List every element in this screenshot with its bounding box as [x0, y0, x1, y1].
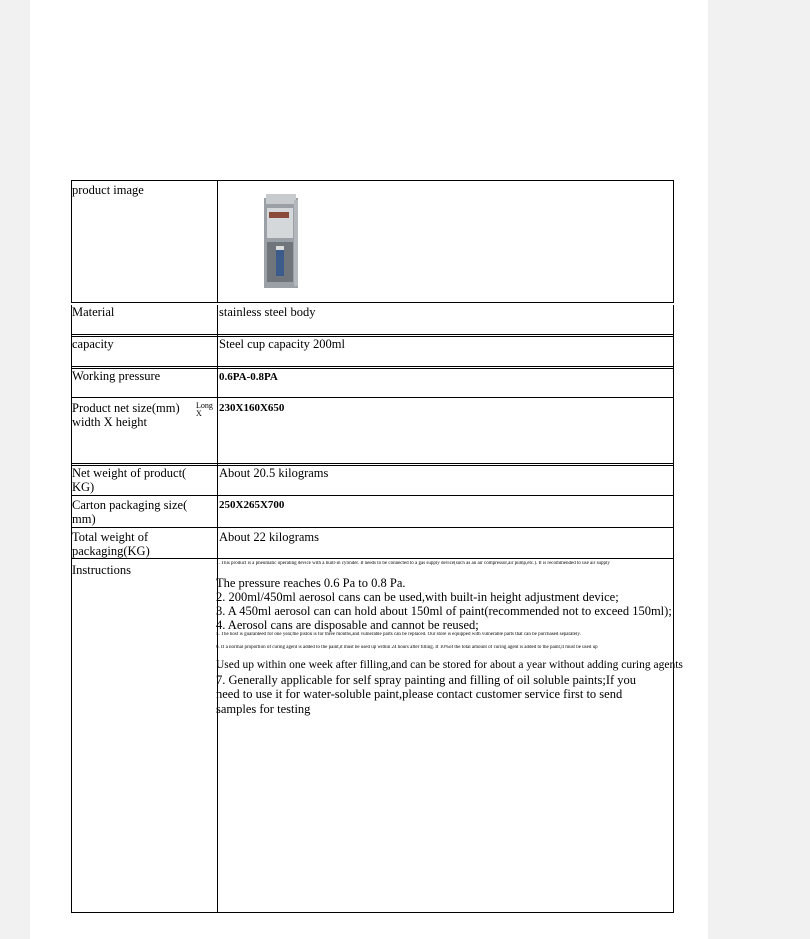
row-divider	[71, 336, 674, 337]
row-divider	[71, 397, 674, 398]
note-long	[196, 402, 213, 418]
value-net-weight: About 20.5 kilograms	[219, 466, 329, 480]
instruction-6-small: 6. If a normal proportion of curing agent is added to the paint,it must be used up within 24 hours after filling. If 10%of the total amount of curing agent is added to the paint,it must be used up	[216, 645, 598, 650]
product-photo	[258, 190, 302, 290]
row-divider	[71, 334, 674, 335]
label-capacity: capacity	[72, 337, 114, 351]
value-working-pressure: 0.6PA-0.8PA	[219, 371, 278, 383]
label-carton-size-2: mm)	[72, 512, 96, 526]
value-total-weight: About 22 kilograms	[219, 530, 319, 544]
label-total-weight-2: packaging(KG)	[72, 544, 150, 558]
value-capacity: Steel cup capacity 200ml	[219, 337, 346, 351]
row-divider	[71, 368, 674, 369]
label-net-size-2: width X height	[72, 415, 147, 429]
instruction-3: 3. A 450ml aerosol can can hold about 150ml of paint(recommended not to exceed 150ml);	[216, 604, 672, 618]
value-net-size: 230X160X650	[219, 402, 285, 414]
value-carton-size: 250X265X700	[219, 499, 285, 511]
column-divider	[217, 180, 218, 913]
instruction-5-small: 5. The host is guaranteed for one year,the piston is for three months,and vulnerable parts can be replaced. Our store is equipped with vulnerable parts that can be purchased separately.	[216, 632, 581, 637]
instruction-2: 2. 200ml/450ml aerosol cans can be used,with built-in height adjustment device;	[216, 590, 619, 604]
instruction-1-small: 1. This product is a pneumatic operating device with a built-in cylinder. It needs to be connected to a gas supply device(such as an air compressor,air pump,etc.). It is recommended to use air supply	[216, 561, 610, 566]
row-gap	[71, 303, 674, 305]
note-long-line2: X	[196, 409, 202, 418]
label-working-pressure: Working pressure	[72, 369, 161, 383]
instruction-6-continued: Used up within one week after filling,and can be stored for about a year without adding curing agents	[216, 659, 683, 671]
value-material: stainless steel body	[219, 305, 316, 319]
row-divider	[71, 527, 674, 528]
label-net-size-1: Product net size(mm)	[72, 401, 180, 415]
row-divider	[71, 463, 674, 464]
row-divider	[71, 495, 674, 496]
instruction-line: The pressure reaches 0.6 Pa to 0.8 Pa.	[216, 576, 406, 590]
instruction-7-line2: need to use it for water-soluble paint,please contact customer service first to send	[216, 687, 623, 701]
note-long-line1: Long	[196, 401, 213, 410]
instruction-7-line3: samples for testing	[216, 702, 311, 716]
label-carton-size-1: Carton packaging size(	[72, 498, 188, 512]
label-material: Material	[72, 305, 115, 319]
label-product-image: product image	[72, 183, 144, 197]
spec-table	[71, 180, 674, 913]
label-net-weight-2: KG)	[72, 480, 95, 494]
instruction-4: 4. Aerosol cans are disposable and cannot be reused;	[216, 618, 479, 632]
row-divider	[71, 558, 674, 559]
instruction-7: 7. Generally applicable for self spray painting and filling of oil soluble paints;If you	[216, 673, 637, 687]
label-net-weight-1: Net weight of product(	[72, 466, 187, 480]
label-total-weight-1: Total weight of	[72, 530, 149, 544]
row-divider	[71, 366, 674, 367]
label-instructions: Instructions	[72, 563, 132, 577]
